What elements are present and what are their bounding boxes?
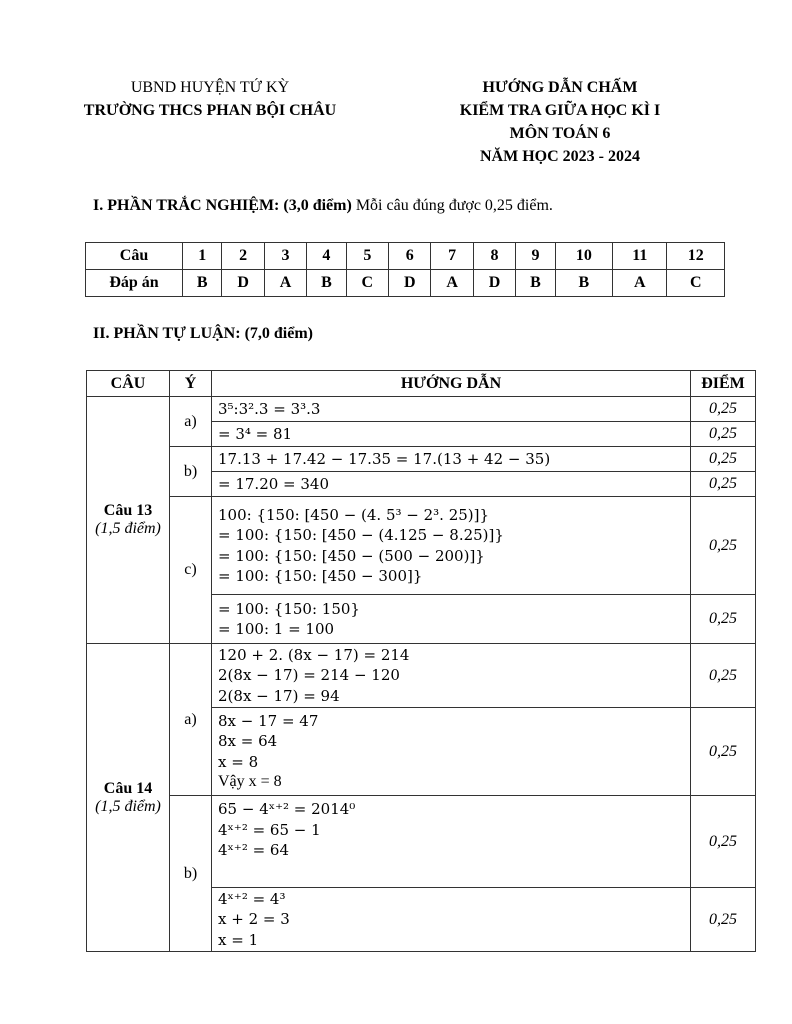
subject-name: MÔN TOÁN 6 [509,125,611,142]
table-row: b) 65 − 4ˣ⁺² = 2014⁰ 4ˣ⁺² = 65 − 1 4ˣ⁺² = 64 0,25 [87,796,756,888]
question-13-cell: Câu 13 (1,5 điểm) [87,397,170,644]
doc-header [415,76,705,168]
table-row: 4ˣ⁺² = 4³ x + 2 = 3 x = 1 0,25 [87,888,756,952]
school-year: NĂM HỌC 2023 - 2024 [480,148,640,165]
table-header-row: CÂU Ý HƯỚNG DẪN ĐIỂM [87,371,756,397]
table-row: Câu 13 (1,5 điểm) a) 3⁵:3².3 = 3³.3 0,25 [87,397,756,422]
table-row: = 17.20 = 340 0,25 [87,472,756,497]
table-row: b) 17.13 + 17.42 − 17.35 = 17.(13 + 42 − 35) 0,25 [87,447,756,472]
table-row: 8x − 17 = 47 8x = 64 x = 8 Vậy x = 8 0,25 [87,708,756,796]
section-2-heading: II. PHẦN TỰ LUẬN: (7,0 điểm) [93,325,313,342]
section-1-heading: I. PHẦN TRẮC NGHIỆM: (3,0 điểm) Mỗi câu đúng được 0,25 điểm. [93,197,553,214]
table-row: = 3⁴ = 81 0,25 [87,422,756,447]
doc-title: HƯỚNG DẪN CHẤM [482,79,638,96]
exam-name: KIỂM TRA GIỮA HỌC KÌ I [459,102,661,119]
school-name: TRƯỜNG THCS PHAN BỘI CHÂU [83,102,337,119]
multiple-choice-table [85,242,725,297]
table-row: = 100: {150: 150} = 100: 1 = 100 0,25 [87,595,756,644]
question-14-cell: Câu 14 (1,5 điểm) [87,644,170,952]
table-row: Câu 14 (1,5 điểm) a) 120 + 2. (8x − 17) = 214 2(8x − 17) = 214 − 120 2(8x − 17) = 94 0,25 [87,644,756,708]
table-row: c) 100: {150: [450 − (4. 5³ − 2³. 25)]} = 100: {150: [450 − (4.125 − 8.25)]} = 100: {150: [450 − (500 − 200)]} = 100: {150: [450 − 300]} 0,25 [87,497,756,595]
district-name: UBND HUYỆN TỨ KỲ [130,79,290,96]
essay-grading-table [86,370,756,952]
mc-answer-row: Đáp án B D A B C D A D B B A C [86,270,725,297]
mc-question-row: Câu 1 2 3 4 5 6 7 8 9 10 11 12 [86,243,725,270]
school-header [60,76,360,122]
